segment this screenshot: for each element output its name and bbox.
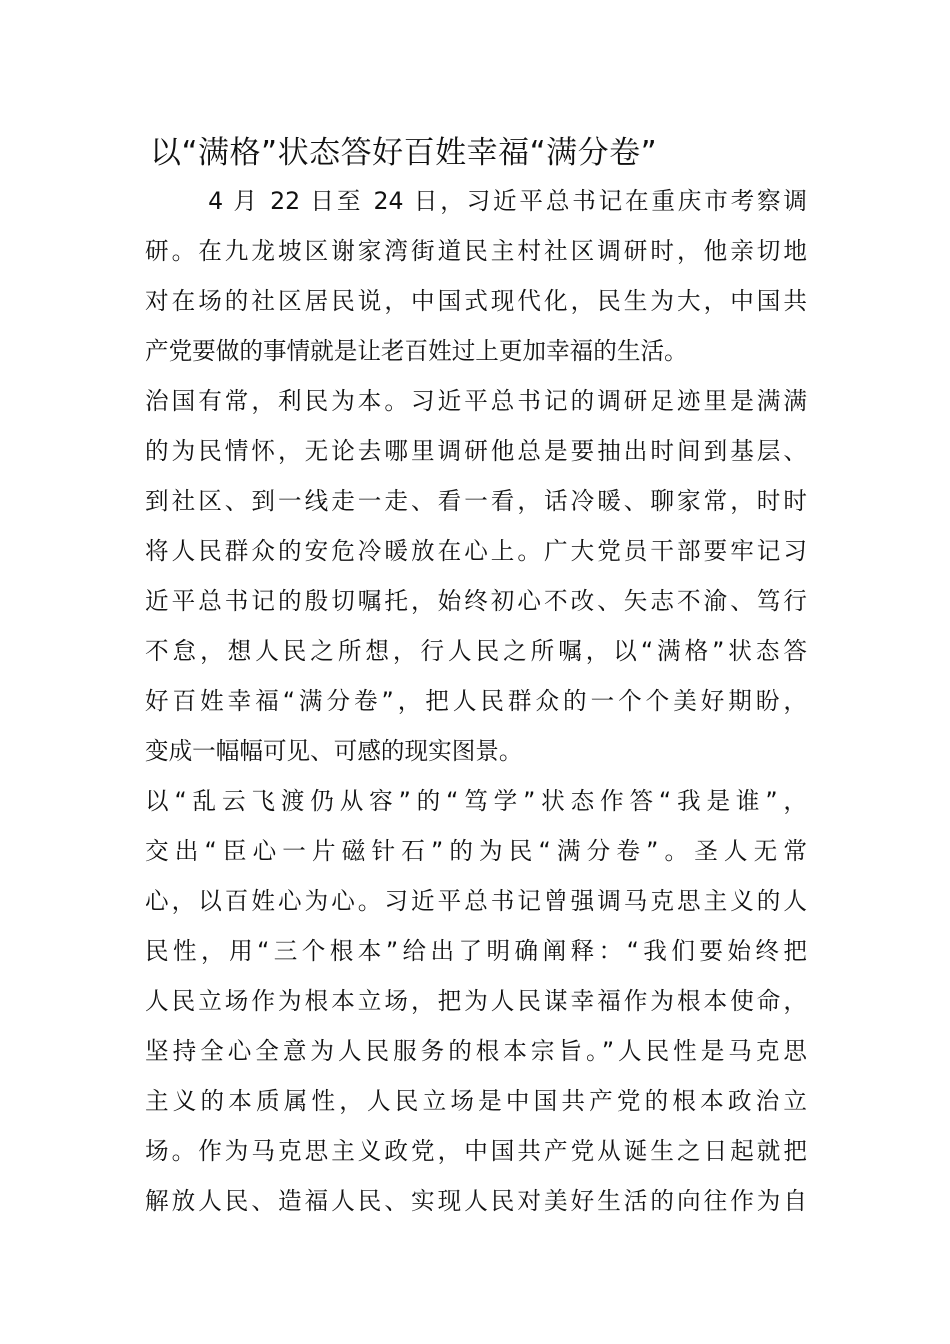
- paragraph-line: 场。作为马克思主义政党，中国共产党从诞生之日起就把: [145, 1137, 807, 1165]
- paragraph-line: 变成一幅幅可见、可感的现实图景。: [145, 737, 523, 765]
- paragraph-line: 以“乱云飞渡仍从容”的“笃学”状态作答“我是谁”，: [145, 787, 807, 815]
- paragraph-line: 心，以百姓心为心。习近平总书记曾强调马克思主义的人: [145, 887, 807, 915]
- paragraph-line: 对在场的社区居民说，中国式现代化，民生为大，中国共: [145, 287, 807, 315]
- paragraph-line: 交出“臣心一片磁针石”的为民“满分卷”。圣人无常: [145, 837, 807, 865]
- paragraph-line: 研。在九龙坡区谢家湾街道民主村社区调研时，他亲切地: [145, 237, 807, 265]
- paragraph-line: 好百姓幸福“满分卷”，把人民群众的一个个美好期盼，: [145, 687, 807, 715]
- paragraph-line: 到社区、到一线走一走、看一看，话冷暖、聊家常，时时: [145, 487, 807, 515]
- paragraph-line: 的为民情怀，无论去哪里调研他总是要抽出时间到基层、: [145, 437, 807, 465]
- paragraph-line: 近平总书记的殷切嘱托，始终初心不改、矢志不渝、笃行: [145, 587, 807, 615]
- paragraph-line: 人民立场作为根本立场，把为人民谋幸福作为根本使命，: [145, 987, 807, 1015]
- paragraph-line: 将人民群众的安危冷暖放在心上。广大党员干部要牢记习: [145, 537, 807, 565]
- paragraph-line: 主义的本质属性，人民立场是中国共产党的根本政治立: [145, 1087, 807, 1115]
- paragraph-line: 解放人民、造福人民、实现人民对美好生活的向往作为自: [145, 1187, 807, 1215]
- paragraph-3: [145, 776, 807, 1226]
- paragraph-2: [145, 376, 807, 776]
- paragraph-1: [145, 176, 807, 376]
- paragraph-line: 坚持全心全意为人民服务的根本宗旨。”人民性是马克思: [145, 1037, 807, 1065]
- paragraph-line: 民性，用“三个根本”给出了明确阐释：“我们要始终把: [145, 937, 807, 965]
- paragraph-line: 治国有常，利民为本。习近平总书记的调研足迹里是满满: [145, 387, 807, 415]
- paragraph-line: 4 月 22 日至 24 日，习近平总书记在重庆市考察调: [145, 187, 807, 215]
- paragraph-line: 不怠，想人民之所想，行人民之所嘱，以“满格”状态答: [145, 637, 807, 665]
- document-title: 以“满格”状态答好百姓幸福“满分卷”: [150, 135, 658, 171]
- paragraph-line: 产党要做的事情就是让老百姓过上更加幸福的生活。: [145, 337, 688, 365]
